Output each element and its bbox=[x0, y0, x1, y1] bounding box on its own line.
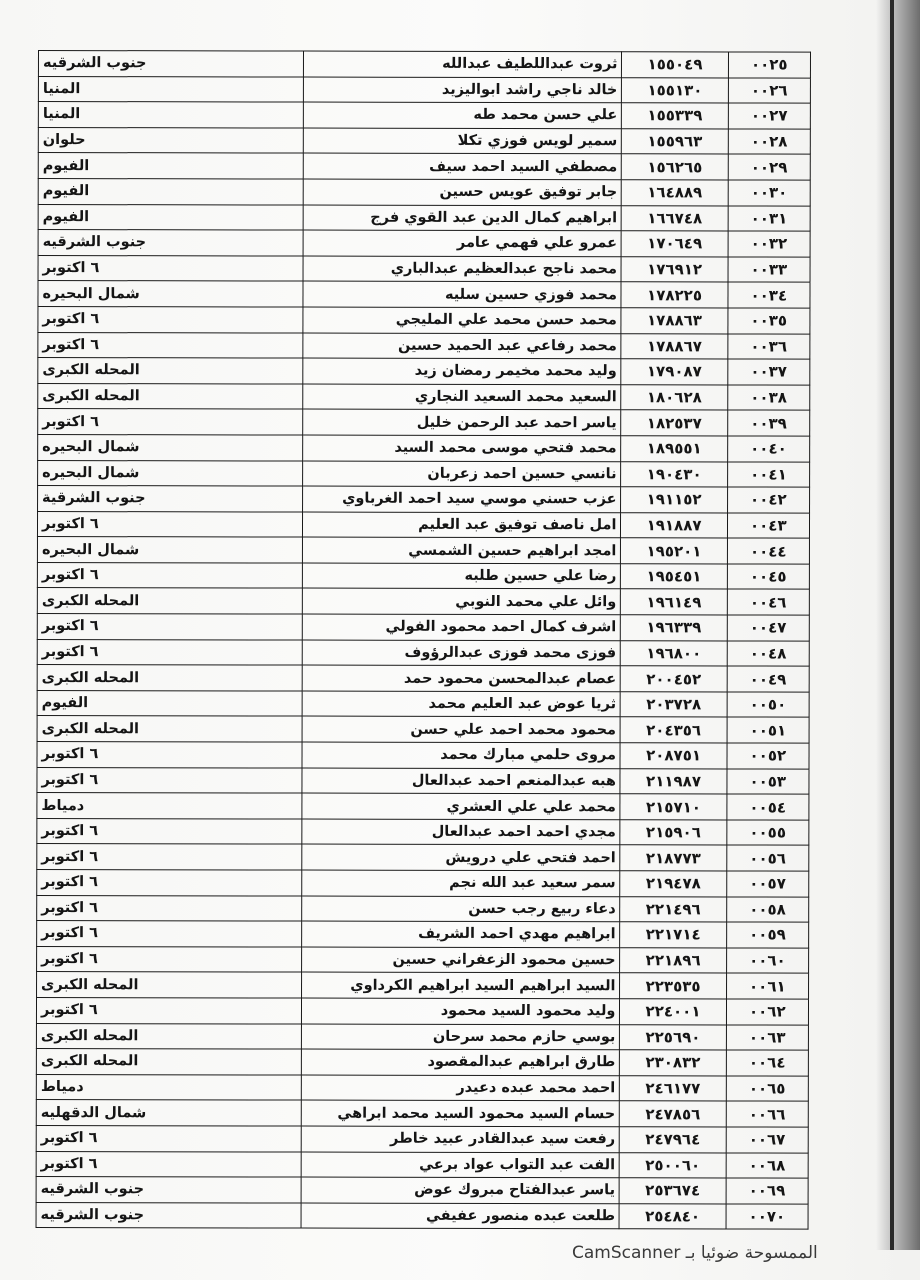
region-cell: حلوان bbox=[38, 127, 303, 153]
serial-cell: ٠٠٣٩ bbox=[727, 410, 809, 436]
table-row bbox=[37, 895, 809, 922]
name-cell: حسين محمود الزعفراني حسين bbox=[301, 947, 620, 973]
table-row bbox=[36, 1049, 808, 1076]
name-cell: عزب حسني موسي سيد احمد الغرباوي bbox=[302, 486, 621, 512]
region-cell: المحله الكبرى bbox=[38, 358, 303, 384]
id-cell: ٢٤٦١٧٧ bbox=[620, 1075, 726, 1101]
region-cell: المحله الكبرى bbox=[36, 1023, 301, 1049]
region-cell: ٦ اكتوبر bbox=[37, 767, 302, 793]
camscanner-footer: الممسوحة ضوئيا بـ CamScanner bbox=[572, 1243, 818, 1263]
id-cell: ١٩١٨٨٧ bbox=[621, 512, 727, 538]
table-row bbox=[38, 178, 810, 205]
name-cell: وليد محمود السيد محمود bbox=[301, 998, 620, 1024]
serial-cell: ٠٠٤٧ bbox=[727, 615, 809, 641]
id-cell: ١٧٨٢٢٥ bbox=[621, 282, 727, 308]
region-cell: ٦ اكتوبر bbox=[36, 1125, 301, 1151]
serial-cell: ٠٠٤١ bbox=[727, 461, 809, 487]
id-cell: ١٥٥٩٦٣ bbox=[622, 129, 728, 155]
name-cell: طلعت عبده منصور عفيفي bbox=[301, 1203, 620, 1229]
serial-cell: ٠٠٦٥ bbox=[726, 1076, 808, 1102]
table-row bbox=[38, 51, 810, 78]
serial-cell: ٠٠٤٩ bbox=[727, 666, 809, 692]
id-cell: ٢٢٥٦٩٠ bbox=[620, 1024, 726, 1050]
region-cell: المحله الكبرى bbox=[37, 588, 302, 614]
id-cell: ١٥٥٠٤٩ bbox=[622, 52, 728, 78]
serial-cell: ٠٠٦٧ bbox=[726, 1127, 808, 1153]
id-cell: ٢٥٤٨٤٠ bbox=[619, 1203, 725, 1229]
region-cell: ٦ اكتوبر bbox=[37, 742, 302, 768]
table-row bbox=[38, 409, 810, 436]
serial-cell: ٠٠٢٦ bbox=[728, 78, 810, 104]
id-cell: ٢٢٣٥٣٥ bbox=[620, 973, 726, 999]
id-cell: ١٨٢٥٣٧ bbox=[621, 410, 727, 436]
name-cell: طارق ابراهيم عبدالمقصود bbox=[301, 1049, 620, 1075]
region-cell: المنيا bbox=[38, 76, 303, 102]
serial-cell: ٠٠٢٩ bbox=[728, 154, 810, 180]
region-cell: جنوب الشرقيه bbox=[36, 1202, 301, 1228]
id-cell: ٢١٨٧٧٣ bbox=[620, 845, 726, 871]
id-cell: ٢١٩٤٧٨ bbox=[620, 871, 726, 897]
id-cell: ٢٢١٤٩٦ bbox=[620, 896, 726, 922]
id-cell: ٢٢٤٠٠١ bbox=[620, 999, 726, 1025]
table-row bbox=[36, 1023, 808, 1050]
table-row bbox=[37, 665, 809, 692]
name-cell: السيد ابراهيم السيد ابراهيم الكرداوي bbox=[301, 972, 620, 998]
serial-cell: ٠٠٥٣ bbox=[727, 769, 809, 795]
table-row bbox=[36, 1125, 808, 1152]
serial-cell: ٠٠٣٥ bbox=[728, 308, 810, 334]
table-row bbox=[37, 793, 809, 820]
id-cell: ١٥٦٢٦٥ bbox=[622, 154, 728, 180]
name-cell: ياسر احمد عبد الرحمن خليل bbox=[303, 409, 622, 435]
id-cell: ١٦٦٧٤٨ bbox=[622, 205, 728, 231]
region-cell: ٦ اكتوبر bbox=[37, 562, 302, 588]
serial-cell: ٠٠٦٨ bbox=[726, 1152, 808, 1178]
id-cell: ٢٠٠٤٥٢ bbox=[621, 666, 727, 692]
id-cell: ١٧٨٨٦٣ bbox=[621, 308, 727, 334]
table-row bbox=[37, 742, 809, 769]
name-cell: خالد ناجي راشد ابواليزيد bbox=[303, 77, 622, 103]
table-row bbox=[38, 153, 810, 180]
name-cell: محمد رفاعي عبد الحميد حسين bbox=[303, 333, 622, 359]
table-row bbox=[38, 255, 810, 282]
serial-cell: ٠٠٣٤ bbox=[728, 282, 810, 308]
name-cell: ثريا عوض عبد العليم محمد bbox=[302, 691, 621, 717]
serial-cell: ٠٠٢٧ bbox=[728, 103, 810, 129]
id-cell: ٢٥٣٦٧٤ bbox=[620, 1178, 726, 1204]
region-cell: جنوب الشرقيه bbox=[36, 1177, 301, 1203]
region-cell: ٦ اكتوبر bbox=[38, 306, 303, 332]
name-cell: السعيد محمد السعيد النجاري bbox=[303, 384, 622, 410]
name-cell: احمد فتحي علي درويش bbox=[302, 844, 621, 870]
table-row bbox=[37, 921, 809, 948]
employee-table bbox=[36, 50, 811, 1230]
serial-cell: ٠٠٥٠ bbox=[727, 692, 809, 718]
table-row bbox=[38, 127, 810, 154]
region-cell: المحله الكبرى bbox=[37, 716, 302, 742]
id-cell: ١٩٦٨٠٠ bbox=[621, 640, 727, 666]
table-row bbox=[37, 767, 809, 794]
region-cell: المحله الكبرى bbox=[37, 972, 302, 998]
name-cell: محمد علي علي العشري bbox=[302, 793, 621, 819]
table-row bbox=[38, 230, 810, 257]
table-row bbox=[38, 332, 810, 359]
id-cell: ١٨٩٥٥١ bbox=[621, 436, 727, 462]
serial-cell: ٠٠٦٩ bbox=[726, 1178, 808, 1204]
region-cell: جنوب الشرقيه bbox=[38, 230, 303, 256]
region-cell: ٦ اكتوبر bbox=[38, 409, 303, 435]
table-row bbox=[38, 281, 810, 308]
region-cell: جنوب الشرقية bbox=[38, 486, 303, 512]
name-cell: علي حسن محمد طه bbox=[303, 102, 622, 128]
region-cell: ٦ اكتوبر bbox=[37, 895, 302, 921]
region-cell: ٦ اكتوبر bbox=[37, 818, 302, 844]
table-row bbox=[38, 434, 810, 461]
table-row bbox=[36, 997, 808, 1024]
region-cell: الفيوم bbox=[38, 153, 303, 179]
region-cell: المحله الكبرى bbox=[36, 1049, 301, 1075]
region-cell: الفيوم bbox=[38, 178, 303, 204]
table-row bbox=[38, 76, 810, 103]
name-cell: فوزى محمد فوزى عبدالرؤوف bbox=[302, 640, 621, 666]
region-cell: ٦ اكتوبر bbox=[37, 844, 302, 870]
region-cell: ٦ اكتوبر bbox=[36, 1151, 301, 1177]
id-cell: ٢٠٨٧٥١ bbox=[620, 743, 726, 769]
id-cell: ٢٢١٧١٤ bbox=[620, 922, 726, 948]
name-cell: بوسي حازم محمد سرحان bbox=[301, 1024, 620, 1050]
id-cell: ١٩٦٣٣٩ bbox=[621, 615, 727, 641]
table-row bbox=[36, 1151, 808, 1178]
serial-cell: ٠٠٦٦ bbox=[726, 1101, 808, 1127]
id-cell: ١٩١١٥٢ bbox=[621, 487, 727, 513]
name-cell: وائل علي محمد النوبي bbox=[302, 589, 621, 615]
table-row bbox=[37, 690, 809, 717]
region-cell: دمياط bbox=[36, 1074, 301, 1100]
table-row bbox=[38, 358, 810, 385]
id-cell: ٢١٥٩٠٦ bbox=[620, 820, 726, 846]
region-cell: دمياط bbox=[37, 793, 302, 819]
serial-cell: ٠٠٤٣ bbox=[727, 513, 809, 539]
table-row bbox=[37, 511, 809, 538]
id-cell: ١٥٥٣٣٩ bbox=[622, 103, 728, 129]
table-row bbox=[37, 869, 809, 896]
name-cell: ابراهيم كمال الدين عبد القوي فرج bbox=[303, 205, 622, 231]
name-cell: هبه عبدالمنعم احمد عبدالعال bbox=[302, 768, 621, 794]
serial-cell: ٠٠٣٢ bbox=[728, 231, 810, 257]
serial-cell: ٠٠٤٥ bbox=[727, 564, 809, 590]
serial-cell: ٠٠٦١ bbox=[726, 973, 808, 999]
name-cell: مصطفي السيد احمد سيف bbox=[303, 153, 622, 179]
table-row bbox=[37, 588, 809, 615]
serial-cell: ٠٠٣٦ bbox=[727, 333, 809, 359]
table-row bbox=[37, 844, 809, 871]
serial-cell: ٠٠٣٧ bbox=[727, 359, 809, 385]
id-cell: ٢١٥٧١٠ bbox=[620, 794, 726, 820]
name-cell: الفت عبد التواب عواد برعي bbox=[301, 1152, 620, 1178]
id-cell: ١٥٥١٣٠ bbox=[622, 77, 728, 103]
id-cell: ٢٤٧٩٦٤ bbox=[620, 1127, 726, 1153]
table-row bbox=[36, 1074, 808, 1101]
table-row bbox=[37, 639, 809, 666]
serial-cell: ٠٠٤٠ bbox=[727, 436, 809, 462]
name-cell: ابراهيم مهدي احمد الشريف bbox=[301, 921, 620, 947]
region-cell: ٦ اكتوبر bbox=[37, 614, 302, 640]
region-cell: شمال الدقهليه bbox=[36, 1100, 301, 1126]
table-row bbox=[36, 1100, 808, 1127]
name-cell: محمد فوزي حسين سليه bbox=[303, 281, 622, 307]
serial-cell: ٠٠٦٣ bbox=[726, 1025, 808, 1051]
name-cell: محمد حسن محمد علي المليجي bbox=[303, 307, 622, 333]
id-cell: ٢٣٠٨٣٢ bbox=[620, 1050, 726, 1076]
serial-cell: ٠٠٥٤ bbox=[727, 794, 809, 820]
name-cell: وليد محمد مخيمر رمضان زيد bbox=[303, 358, 622, 384]
id-cell: ١٨٠٦٢٨ bbox=[621, 384, 727, 410]
name-cell: عصام عبدالمحسن محمود حمد bbox=[302, 665, 621, 691]
table-row bbox=[37, 972, 809, 999]
region-cell: المنيا bbox=[38, 102, 303, 128]
region-cell: ٦ اكتوبر bbox=[37, 946, 302, 972]
table-row bbox=[38, 102, 810, 129]
id-cell: ١٦٤٨٨٩ bbox=[622, 180, 728, 206]
serial-cell: ٠٠٤٤ bbox=[727, 538, 809, 564]
table-row bbox=[38, 486, 810, 513]
name-cell: حسام السيد محمود السيد محمد ابراهي bbox=[301, 1100, 620, 1126]
region-cell: ٦ اكتوبر bbox=[38, 332, 303, 358]
id-cell: ١٧٦٩١٢ bbox=[621, 256, 727, 282]
region-cell: ٦ اكتوبر bbox=[37, 921, 302, 947]
serial-cell: ٠٠٣٨ bbox=[727, 385, 809, 411]
name-cell: امل ناصف توفيق عبد العليم bbox=[302, 512, 621, 538]
region-cell: المحله الكبرى bbox=[38, 383, 303, 409]
table-row bbox=[37, 614, 809, 641]
table-row bbox=[37, 562, 809, 589]
name-cell: رضا علي حسين طلبه bbox=[302, 563, 621, 589]
id-cell: ٢٤٧٨٥٦ bbox=[620, 1101, 726, 1127]
id-cell: ١٩٥٤٥١ bbox=[621, 564, 727, 590]
name-cell: نانسي حسين احمد زعربان bbox=[302, 461, 621, 487]
name-cell: محمود محمد احمد علي حسن bbox=[302, 716, 621, 742]
serial-cell: ٠٠٥٥ bbox=[726, 820, 808, 846]
employee-table-body bbox=[36, 51, 810, 1230]
id-cell: ١٧٩٠٨٧ bbox=[621, 359, 727, 385]
serial-cell: ٠٠٢٨ bbox=[728, 129, 810, 155]
region-cell: ٦ اكتوبر bbox=[38, 255, 303, 281]
serial-cell: ٠٠٤٨ bbox=[727, 641, 809, 667]
serial-cell: ٠٠٣٣ bbox=[728, 257, 810, 283]
serial-cell: ٠٠٤٦ bbox=[727, 589, 809, 615]
region-cell: ٦ اكتوبر bbox=[37, 869, 302, 895]
region-cell: الفيوم bbox=[38, 204, 303, 230]
name-cell: محمد ناجح عبدالعظيم عبدالباري bbox=[303, 256, 622, 282]
name-cell: دعاء ربيع رجب حسن bbox=[302, 896, 621, 922]
table-row bbox=[37, 537, 809, 564]
serial-cell: ٠٠٥٩ bbox=[726, 922, 808, 948]
region-cell: شمال البحيره bbox=[38, 281, 303, 307]
table-row bbox=[38, 204, 810, 231]
serial-cell: ٠٠٥١ bbox=[727, 717, 809, 743]
name-cell: ياسر عبدالفتاح مبروك عوض bbox=[301, 1177, 620, 1203]
region-cell: ٦ اكتوبر bbox=[36, 997, 301, 1023]
serial-cell: ٠٠٦٢ bbox=[726, 999, 808, 1025]
id-cell: ٢١١٩٨٧ bbox=[620, 768, 726, 794]
id-cell: ١٩٥٢٠١ bbox=[621, 538, 727, 564]
id-cell: ١٧٨٨٦٧ bbox=[621, 333, 727, 359]
name-cell: ثروت عبداللطيف عبدالله bbox=[303, 51, 622, 77]
serial-cell: ٠٠٢٥ bbox=[728, 52, 810, 78]
table-row bbox=[37, 946, 809, 973]
name-cell: عمرو علي فهمي عامر bbox=[303, 230, 622, 256]
id-cell: ٢٥٠٠٦٠ bbox=[620, 1152, 726, 1178]
name-cell: احمد محمد عبده دعيدر bbox=[301, 1075, 620, 1101]
region-cell: جنوب الشرقيه bbox=[38, 51, 303, 77]
table-row bbox=[36, 1177, 808, 1204]
name-cell: سمر سعيد عبد الله نجم bbox=[302, 870, 621, 896]
serial-cell: ٠٠٥٢ bbox=[727, 743, 809, 769]
table-row bbox=[38, 383, 810, 410]
serial-cell: ٠٠٥٦ bbox=[726, 845, 808, 871]
page-edge-shadow bbox=[876, 0, 920, 1250]
serial-cell: ٠٠٦٤ bbox=[726, 1050, 808, 1076]
serial-cell: ٠٠٦٠ bbox=[726, 948, 808, 974]
name-cell: محمد فتحي موسى محمد السيد bbox=[303, 435, 622, 461]
serial-cell: ٠٠٧٠ bbox=[726, 1204, 808, 1230]
name-cell: سمير لويس فوزي تكلا bbox=[303, 128, 622, 154]
name-cell: مجدي احمد احمد عبدالعال bbox=[302, 819, 621, 845]
id-cell: ٢٢١٨٩٦ bbox=[620, 948, 726, 974]
table-row bbox=[37, 716, 809, 743]
region-cell: ٦ اكتوبر bbox=[37, 511, 302, 537]
serial-cell: ٠٠٣١ bbox=[728, 206, 810, 232]
serial-cell: ٠٠٤٢ bbox=[727, 487, 809, 513]
region-cell: المحله الكبرى bbox=[37, 665, 302, 691]
region-cell: شمال البحيره bbox=[38, 460, 303, 486]
serial-cell: ٠٠٥٨ bbox=[726, 897, 808, 923]
serial-cell: ٠٠٣٠ bbox=[728, 180, 810, 206]
region-cell: شمال البحيره bbox=[37, 537, 302, 563]
name-cell: رفعت سيد عبدالقادر عبيد خاطر bbox=[301, 1126, 620, 1152]
id-cell: ٢٠٣٧٢٨ bbox=[621, 692, 727, 718]
id-cell: ١٩٦١٤٩ bbox=[621, 589, 727, 615]
region-cell: الفيوم bbox=[37, 690, 302, 716]
region-cell: ٦ اكتوبر bbox=[37, 639, 302, 665]
name-cell: امجد ابراهيم حسين الشمسي bbox=[302, 537, 621, 563]
name-cell: اشرف كمال احمد محمود الفولي bbox=[302, 614, 621, 640]
table-row bbox=[37, 818, 809, 845]
table-row bbox=[38, 460, 810, 487]
id-cell: ١٩٠٤٣٠ bbox=[621, 461, 727, 487]
table-row bbox=[36, 1202, 808, 1229]
region-cell: شمال البحيره bbox=[38, 434, 303, 460]
id-cell: ١٧٠٦٤٩ bbox=[622, 231, 728, 257]
table-row bbox=[38, 306, 810, 333]
name-cell: مروى حلمي مبارك محمد bbox=[302, 742, 621, 768]
name-cell: جابر توفيق عويس حسين bbox=[303, 179, 622, 205]
serial-cell: ٠٠٥٧ bbox=[726, 871, 808, 897]
id-cell: ٢٠٤٣٥٦ bbox=[621, 717, 727, 743]
